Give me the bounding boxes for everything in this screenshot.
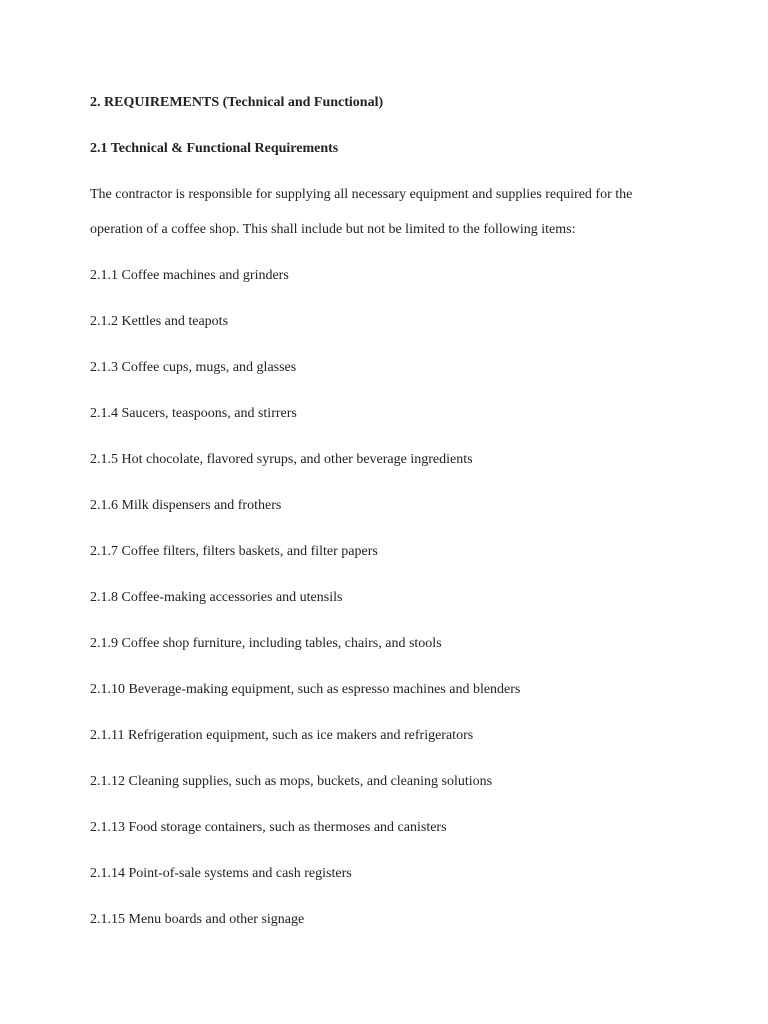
intro-paragraph-line-2: operation of a coffee shop. This shall include but not be limited to the following items: <box>90 222 576 237</box>
subsection-heading: 2.1 Technical & Functional Requirements <box>90 141 339 156</box>
list-item: 2.1.12 Cleaning supplies, such as mops, buckets, and cleaning solutions <box>90 774 493 789</box>
list-item: 2.1.4 Saucers, teaspoons, and stirrers <box>90 406 297 421</box>
section-heading: 2. REQUIREMENTS (Technical and Functional) <box>90 95 384 110</box>
list-item: 2.1.14 Point-of-sale systems and cash registers <box>90 866 352 881</box>
list-item: 2.1.13 Food storage containers, such as thermoses and canisters <box>90 820 447 835</box>
list-item: 2.1.2 Kettles and teapots <box>90 314 229 329</box>
list-item: 2.1.6 Milk dispensers and frothers <box>90 498 282 513</box>
list-item: 2.1.1 Coffee machines and grinders <box>90 268 289 283</box>
list-item: 2.1.5 Hot chocolate, flavored syrups, and other beverage ingredients <box>90 452 473 467</box>
list-item: 2.1.10 Beverage-making equipment, such as espresso machines and blenders <box>90 682 521 697</box>
list-item: 2.1.7 Coffee filters, filters baskets, and filter papers <box>90 544 378 559</box>
requirements-list <box>90 267 520 957</box>
intro-paragraph-line-1: The contractor is responsible for supplying all necessary equipment and supplies required for the <box>90 187 633 202</box>
list-item: 2.1.3 Coffee cups, mugs, and glasses <box>90 360 297 375</box>
list-item: 2.1.15 Menu boards and other signage <box>90 912 305 927</box>
list-item: 2.1.11 Refrigeration equipment, such as ice makers and refrigerators <box>90 728 474 743</box>
list-item: 2.1.9 Coffee shop furniture, including tables, chairs, and stools <box>90 636 442 651</box>
list-item: 2.1.8 Coffee-making accessories and utensils <box>90 590 343 605</box>
